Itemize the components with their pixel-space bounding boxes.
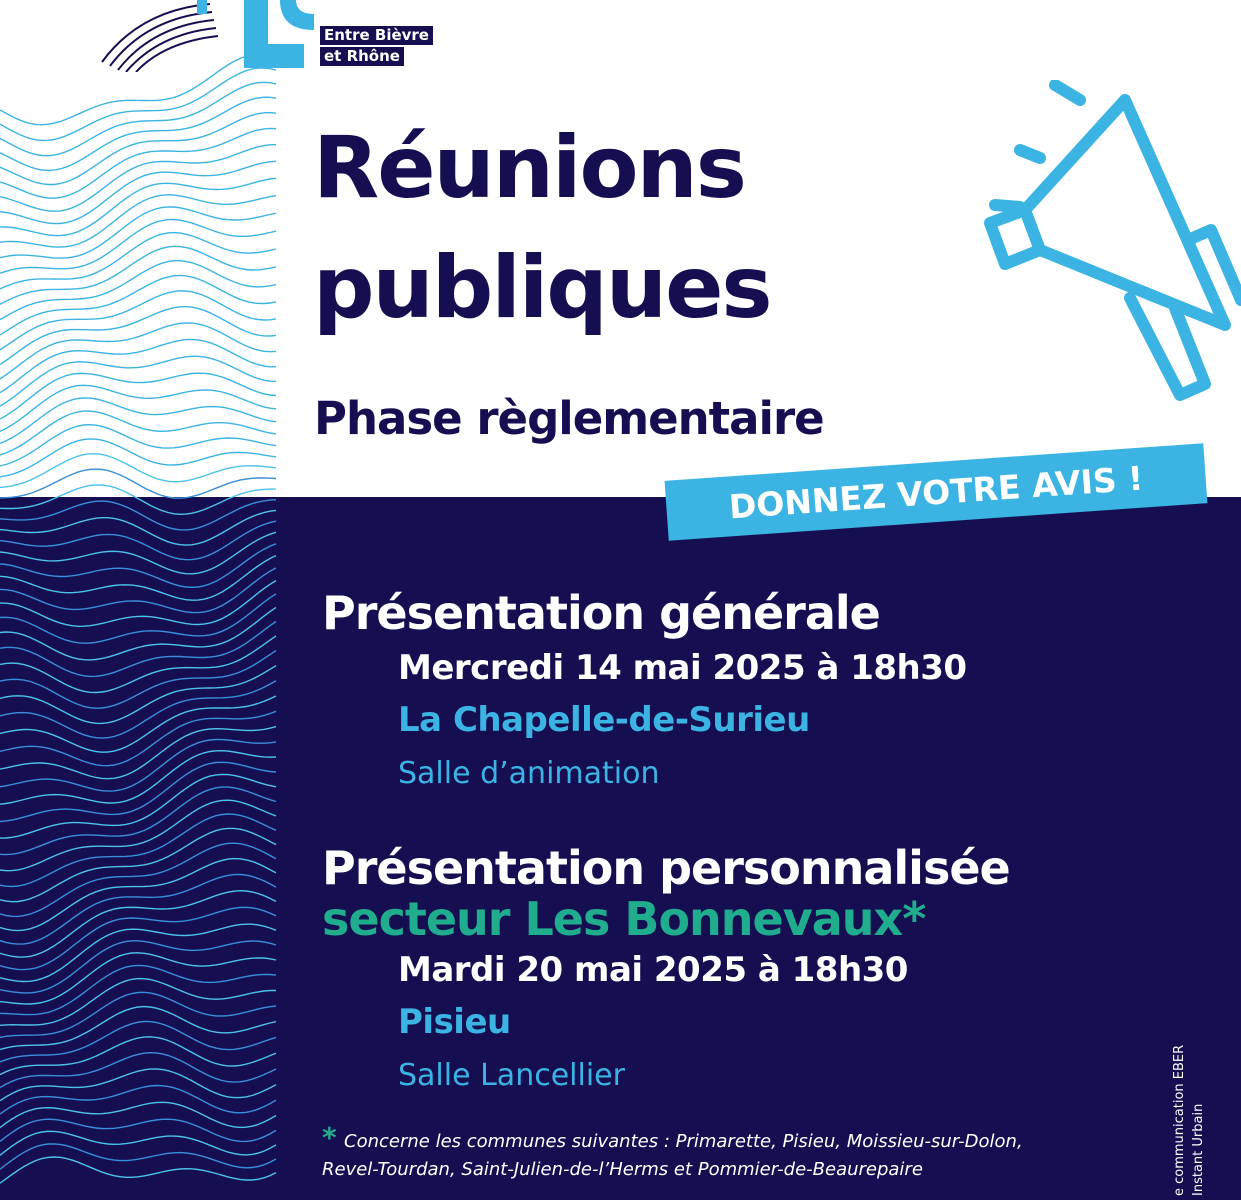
wave-line (0, 532, 276, 574)
wave-line (0, 178, 276, 235)
wave-line (0, 161, 276, 223)
footnote (322, 1121, 1182, 1184)
event-1-date: Mercredi 14 mai 2025 à 18h30 (398, 648, 967, 688)
logo-line-2: et Rhône (320, 47, 404, 66)
credits (1170, 1045, 1208, 1196)
wave-line (0, 469, 276, 498)
footnote-line-2: Revel-Tourdan, Saint-Julien-de-l’Herms et Pommier-de-Beaurepaire (322, 1159, 923, 1180)
wave-line (0, 291, 276, 350)
logo-line-1: Entre Bièvre (320, 26, 433, 45)
wave-line (0, 992, 276, 1037)
event-1-heading: Présentation générale (322, 586, 880, 640)
wave-line (0, 762, 276, 821)
give-your-opinion-banner: DONNEZ VOTRE AVIS ! (665, 443, 1208, 541)
wave-line (0, 398, 276, 444)
wave-line (0, 340, 276, 393)
wave-line (0, 696, 276, 752)
credits-line-1: e communication EBER (1172, 1044, 1187, 1196)
wave-line (0, 1144, 276, 1169)
event-1-room: Salle d’animation (398, 756, 660, 791)
event-2-date: Mardi 20 mai 2025 à 18h30 (398, 950, 908, 990)
footnote-line-1: Concerne les communes suivantes : Primarette, Pisieu, Moissieu-sur-Dolon, (344, 1131, 1023, 1152)
wave-line (0, 1131, 276, 1155)
event-2-place: Pisieu (398, 1002, 511, 1042)
wave-line (0, 1069, 276, 1101)
wave-line (0, 544, 276, 588)
wave-line (0, 556, 276, 601)
title-line-1: Réunions (313, 118, 745, 218)
wave-line (0, 711, 276, 765)
megaphone-icon (980, 80, 1241, 420)
wave-line (0, 1053, 276, 1088)
wave-line (0, 113, 276, 185)
wave-line (0, 195, 276, 247)
wave-line (0, 68, 276, 140)
title-line-2: publiques (313, 238, 771, 338)
wave-line (0, 97, 276, 170)
event-2-room: Salle Lancellier (398, 1058, 625, 1093)
wave-line (0, 207, 276, 258)
wave-line (0, 82, 276, 155)
wave-line (0, 454, 276, 488)
logo-text (320, 26, 433, 68)
wave-line (0, 1157, 276, 1183)
wave-line (0, 307, 276, 365)
footnote-marker: * (322, 1121, 337, 1154)
wave-line (0, 1119, 276, 1141)
wave-line (0, 941, 276, 993)
wave-lines-decoration (0, 0, 278, 1200)
wave-line (0, 1086, 276, 1115)
event-2-heading: Présentation personnalisée (322, 841, 1010, 895)
wave-line (0, 843, 276, 916)
logo-mark (100, 0, 315, 72)
event-2-sector: secteur Les Bonnevaux* (322, 892, 926, 946)
event-1-place: La Chapelle-de-Surieu (398, 700, 810, 740)
wave-line (0, 636, 276, 693)
wave-line (0, 323, 276, 379)
wave-line (0, 356, 276, 406)
wave-line (0, 800, 276, 871)
wave-line (0, 439, 276, 477)
wave-line (0, 1022, 276, 1062)
wave-line (0, 751, 276, 805)
subtitle: Phase règlementaire (314, 392, 824, 445)
credits-line-2: Instant Urbain (1191, 1103, 1206, 1196)
